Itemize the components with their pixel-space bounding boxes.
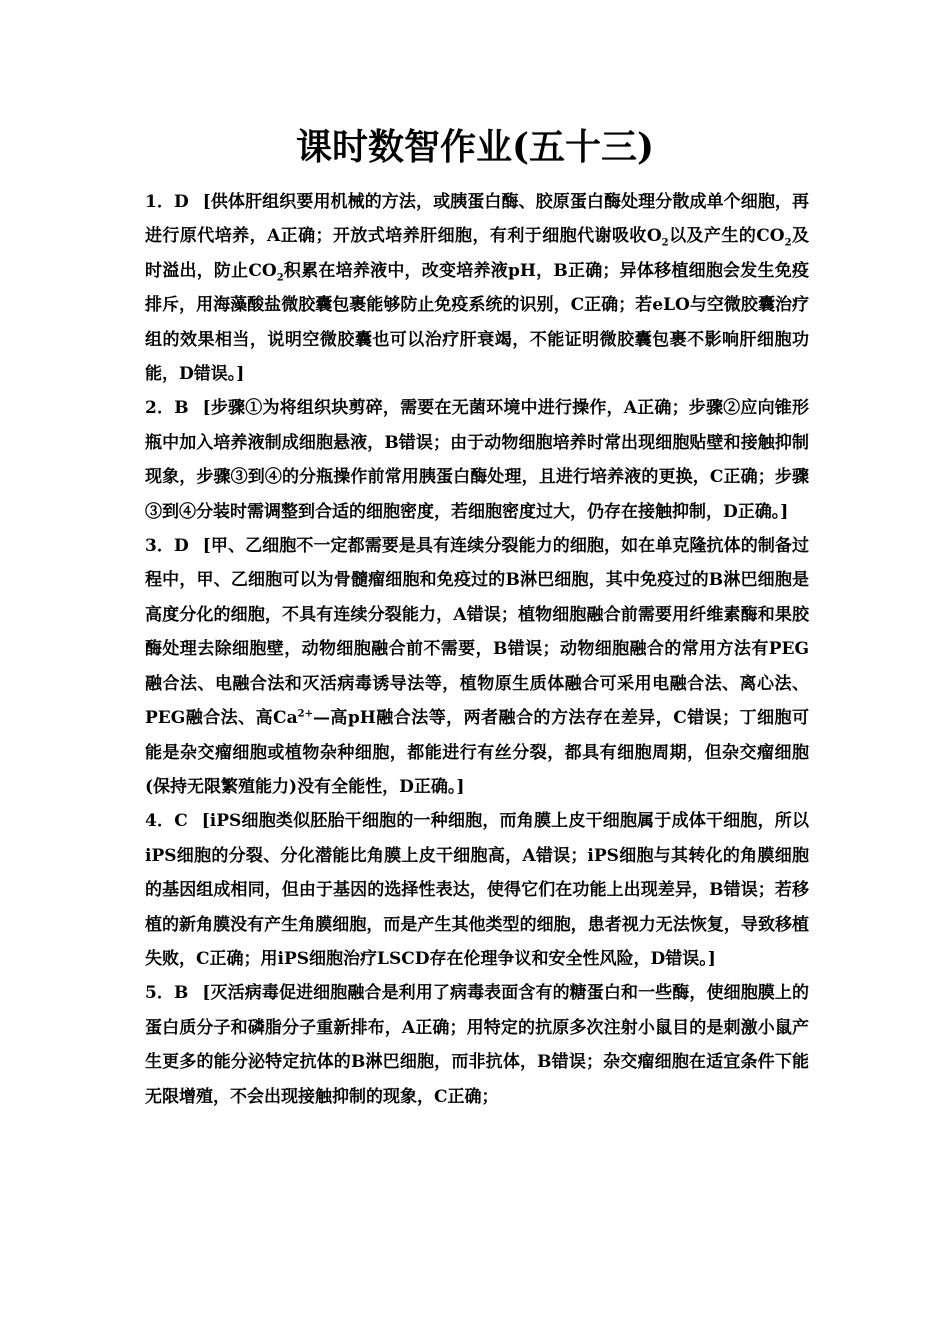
answer-text: 以及产生的CO (668, 226, 785, 247)
answer-text: [iPS细胞类似胚胎干细胞的一种细胞，而角膜上皮干细胞属于成体干细胞，所以iPS细胞的分裂、分化潜能比角膜上皮干细胞高，A错误；iPS细胞与其转化的角膜细胞的基因组成相同，但由于基因的选择性表达，使得它们在功能上出现差异，B错误；若移植的新角膜没有产生角膜细胞，而是产生其他类型的细胞，患者视力无法恢复，导致移植失败，C正确；用iPS细胞治疗LSCD存在伦理争议和安全性风险，D错误。] (145, 811, 809, 969)
answer-text: [灭活病毒促进细胞融合是利用了病毒表面含有的糖蛋白和一些酶，使细胞膜上的蛋白质分子和磷脂分子重新排布，A正确；用特定的抗原多次注射小鼠目的是刺激小鼠产生更多的能分泌特定抗体的B淋巴细胞，而非抗体，B错误；杂交瘤细胞在适宜条件下能无限增殖，不会出现接触抑制的现象，C正确； (145, 983, 809, 1107)
answer-item (145, 391, 809, 529)
answer-number: 2．B (145, 398, 189, 419)
answer-list (145, 185, 809, 1114)
answer-item (145, 976, 809, 1114)
answer-text: [步骤①为将组织块剪碎，需要在无菌环境中进行操作，A正确；步骤②应向锥形瓶中加入培养液制成细胞悬液，B错误；由于动物细胞培养时常出现细胞贴壁和接触抑制现象，步骤③到④的分瓶操作前常用胰蛋白酶处理，且进行培养液的更换，C正确；步骤③到④分装时需调整到合适的细胞密度，若细胞密度过大，仍存在接触抑制，D正确。] (145, 398, 809, 522)
answer-number: 5．B (145, 983, 189, 1004)
superscript: 2+ (297, 708, 313, 720)
subscript: 2 (784, 237, 792, 249)
answer-number: 3．D (145, 536, 189, 557)
subscript: 2 (276, 272, 284, 284)
answer-item (145, 185, 809, 391)
page-title: 课时数智作业(五十三) (295, 126, 655, 168)
answer-item (145, 804, 809, 976)
answer-number: 4．C (145, 811, 188, 832)
answer-item (145, 529, 809, 804)
answer-text: 积累在培养液中，改变培养液pH，B正确；异体移植细胞会发生免疫排斥，用海藻酸盐微胶囊包裹能够防止免疫系统的识别，C正确；若eLO与空微胶囊治疗组的效果相当，说明空微胶囊也可以治疗肝衰竭，不能证明微胶囊包裹不影响肝细胞功能，D错误。] (145, 260, 809, 385)
answer-text: [供体肝组织要用机械的方法，或胰蛋白酶、胶原蛋白酶处理分散成单个细胞，再进行原代培养，A正确；开放式培养肝细胞，有利于细胞代谢吸收O (145, 192, 810, 247)
subscript: 2 (661, 237, 669, 249)
answer-number: 1．D (145, 192, 189, 212)
answer-text: [甲、乙细胞不一定都需要是具有连续分裂能力的细胞，如在单克隆抗体的制备过程中，甲、乙细胞可以为骨髓瘤细胞和免疫过的B淋巴细胞，其中免疫过的B淋巴细胞是高度分化的细胞，不具有连续分裂能力，A错误；植物细胞融合前需要用纤维素酶和果胶酶处理去除细胞壁，动物细胞融合前不需要，B错误；动物细胞融合的常用方法有PEG融合法、电融合法和灭活病毒诱导法等，植物原生质体融合可采用电融合法、离心法、PEG融合法、高Ca (145, 536, 810, 729)
answer-text: —高pH融合法等，两者融合的方法存在差异，C错误；丁细胞可能是杂交瘤细胞或植物杂种细胞，都能进行有丝分裂，都具有细胞周期，但杂交瘤细胞(保持无限繁殖能力)没有全能性，D正确。] (145, 708, 809, 797)
answer-text: 及时溢出，防止CO (145, 226, 810, 281)
